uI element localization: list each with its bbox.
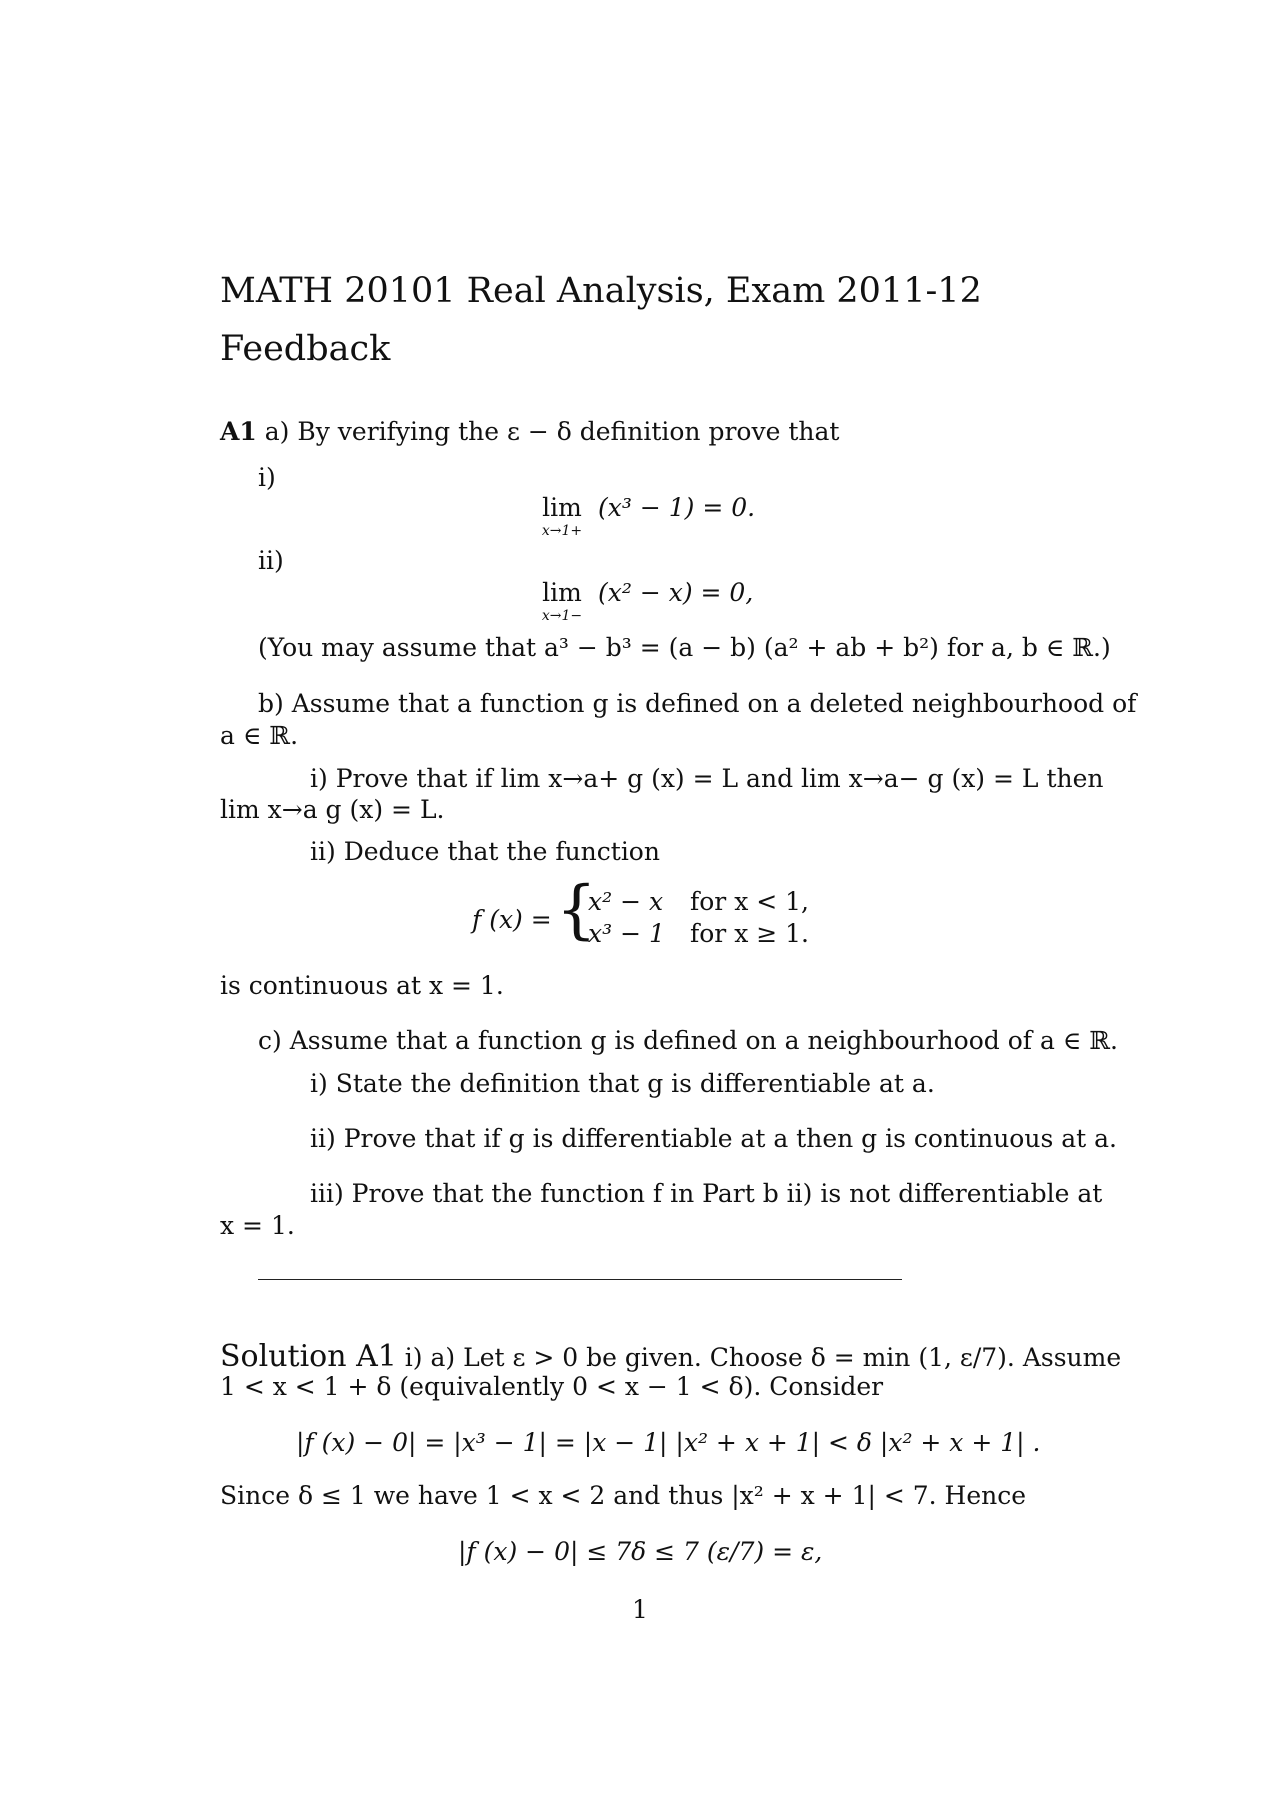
assumption-text: (You may assume that a³ − b³ = (a − b) (a² + ab + b²) for a, b ∈ ℝ.) bbox=[258, 633, 1111, 662]
case-1-expression: x² − x bbox=[588, 887, 664, 916]
solution-equation-1: |f (x) − 0| = |x³ − 1| = |x − 1| |x² + x + 1| < δ |x² + x + 1| . bbox=[296, 1428, 1041, 1457]
continuity-text: is continuous at x = 1. bbox=[220, 971, 504, 1000]
case-2-expression: x³ − 1 bbox=[588, 919, 665, 948]
question-a1-intro bbox=[220, 416, 839, 447]
page-number: 1 bbox=[632, 1595, 648, 1624]
part-b-line-2: a ∈ ℝ. bbox=[220, 721, 299, 750]
part-b-line-1: b) Assume that a function g is defined on a deleted neighbourhood of bbox=[258, 689, 1137, 718]
part-b-ii-text: ii) Deduce that the function bbox=[310, 837, 660, 866]
limit-1-expression: (x³ − 1) = 0. bbox=[598, 493, 756, 522]
page-subtitle: Feedback bbox=[220, 329, 391, 369]
part-c-intro: c) Assume that a function g is defined on a neighbourhood of a ∈ ℝ. bbox=[258, 1026, 1118, 1055]
part-b-i-line-2: lim x→a g (x) = L. bbox=[220, 795, 445, 824]
part-b-i-line-1: i) Prove that if lim x→a+ g (x) = L and lim x→a− g (x) = L then bbox=[310, 764, 1104, 793]
part-c-iii-line-2: x = 1. bbox=[220, 1211, 295, 1240]
part-i-label: i) bbox=[258, 463, 276, 492]
part-ii-label: ii) bbox=[258, 546, 284, 575]
question-label: A1 bbox=[220, 417, 257, 446]
question-intro-text: a) By verifying the ε − δ definition prove that bbox=[256, 417, 840, 446]
case-2-condition: for x ≥ 1. bbox=[690, 919, 809, 948]
solution-label: Solution A1 bbox=[220, 1339, 397, 1374]
part-c-i: i) State the definition that g is differentiable at a. bbox=[310, 1069, 935, 1098]
case-1-condition: for x < 1, bbox=[690, 887, 809, 916]
part-c-ii: ii) Prove that if g is differentiable at a then g is continuous at a. bbox=[310, 1124, 1117, 1153]
lim-2-sub: x→1− bbox=[541, 608, 583, 625]
lim-2-op: lim bbox=[542, 578, 582, 607]
part-c-iii-line-1: iii) Prove that the function f in Part b ii) is not differentiable at bbox=[310, 1179, 1103, 1208]
solution-line-2: 1 < x < 1 + δ (equivalently 0 < x − 1 < δ). Consider bbox=[220, 1372, 884, 1401]
lim-1-sub: x→1+ bbox=[541, 523, 583, 540]
piecewise-lhs: f (x) = bbox=[472, 905, 552, 934]
limit-2-operator bbox=[532, 577, 592, 626]
solution-line-1 bbox=[220, 1338, 1121, 1376]
limit-2-expression: (x² − x) = 0, bbox=[598, 578, 754, 607]
solution-line-3: Since δ ≤ 1 we have 1 < x < 2 and thus |x² + x + 1| < 7. Hence bbox=[220, 1481, 1027, 1510]
solution-equation-2: |f (x) − 0| ≤ 7δ ≤ 7 (ε/7) = ε, bbox=[458, 1537, 823, 1566]
limit-1-operator bbox=[532, 492, 592, 541]
solution-line-1-text: i) a) Let ε > 0 be given. Choose δ = min (1, ε/7). Assume bbox=[396, 1343, 1122, 1372]
section-divider bbox=[258, 1279, 902, 1280]
lim-1-op: lim bbox=[542, 493, 582, 522]
left-brace-icon: { bbox=[556, 873, 597, 947]
page-title: MATH 20101 Real Analysis, Exam 2011-12 bbox=[220, 271, 982, 311]
